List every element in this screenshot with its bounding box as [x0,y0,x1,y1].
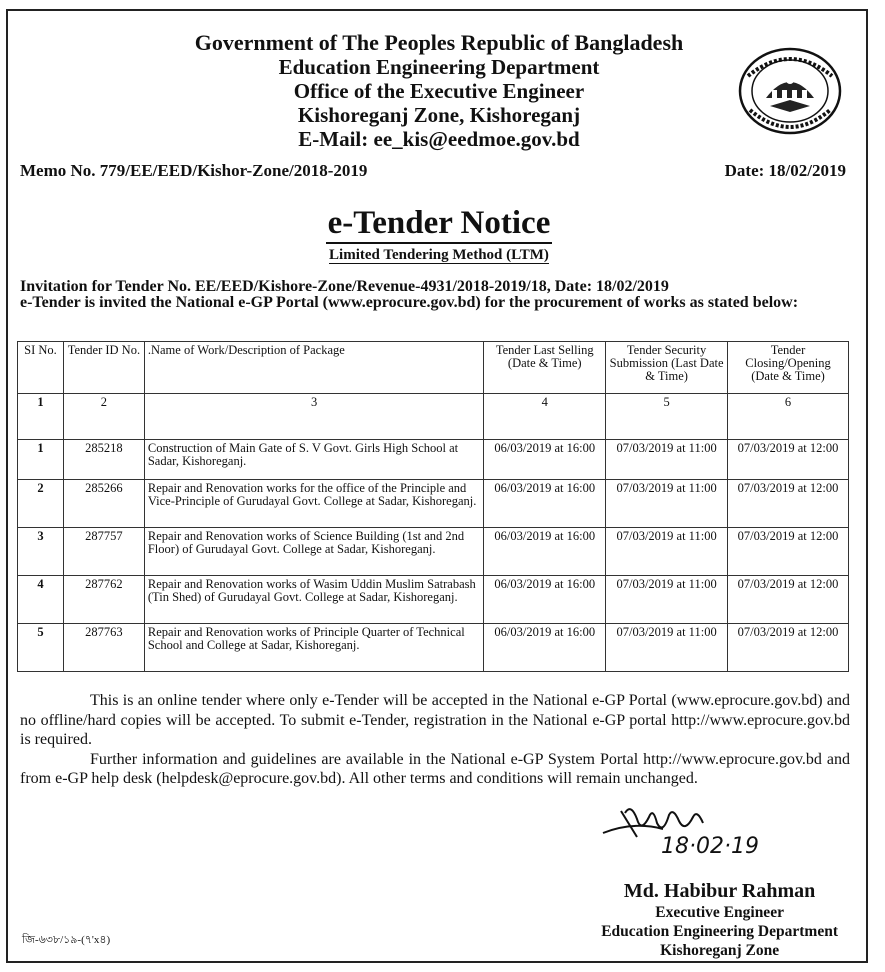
row-last-selling: 06/03/2019 at 16:00 [484,624,606,672]
email-line: E-Mail: ee_kis@eedmoe.gov.bd [298,127,580,151]
table-row [18,480,849,528]
invitation-line-2: e-Tender is invited the National e-GP Portal (www.eprocure.gov.bd) for the procurement of works as stated below: [20,294,799,311]
row-security: 07/03/2019 at 11:00 [606,624,728,672]
zone-name: Kishoreganj Zone, Kishoreganj [297,103,581,127]
header-tender-id: Tender ID No. [63,342,144,394]
header-closing: Tender Closing/Opening (Date & Time) [728,342,849,394]
notice-frame [6,9,868,963]
row-last-selling: 06/03/2019 at 16:00 [484,528,606,576]
row-closing: 07/03/2019 at 12:00 [728,528,849,576]
row-last-selling: 06/03/2019 at 16:00 [484,440,606,480]
row-si: 5 [18,624,64,672]
invitation-line-1: Invitation for Tender No. EE/EED/Kishore-Zone/Revenue-4931/2018-2019/18, Date: 18/02/2019 [20,278,669,295]
row-security: 07/03/2019 at 11:00 [606,480,728,528]
govt-title: Government of The Peoples Republic of Bangladesh [194,30,684,55]
row-tender-id: 287763 [63,624,144,672]
row-last-selling: 06/03/2019 at 16:00 [484,480,606,528]
header-last-selling: Tender Last Selling (Date & Time) [484,342,606,394]
signatory-designation: Executive Engineer [655,904,784,921]
col-number: 1 [18,394,64,440]
row-tender-id: 287757 [63,528,144,576]
row-si: 2 [18,480,64,528]
row-tender-id: 287762 [63,576,144,624]
header-security: Tender Security Submission (Last Date & Time) [606,342,728,394]
col-number: 5 [606,394,728,440]
header-description: .Name of Work/Description of Package [144,342,483,394]
row-description: Construction of Main Gate of S. V Govt. Girls High School at Sadar, Kishoreganj. [144,440,483,480]
notice-body [20,691,850,789]
row-security: 07/03/2019 at 11:00 [606,528,728,576]
signature-block [601,879,838,960]
row-security: 07/03/2019 at 11:00 [606,576,728,624]
memo-date: Date: 18/02/2019 [724,161,846,180]
svg-text:18·02·19: 18·02·19 [661,834,759,859]
row-closing: 07/03/2019 at 12:00 [728,480,849,528]
row-description: Repair and Renovation works of Wasim Uddin Muslim Satrabash (Tin Shed) of Gurudayal Govt. College at Sadar, Kishoreganj. [144,576,483,624]
invitation-text [20,279,850,311]
table-row [18,576,849,624]
row-closing: 07/03/2019 at 12:00 [728,576,849,624]
header-si: SI No. [18,342,64,394]
signatory-zone: Kishoreganj Zone [660,942,780,959]
row-si: 4 [18,576,64,624]
body-paragraph-2: Further information and guidelines are available in the National e-GP System Portal http://www.eprocure.gov.bd and from e-GP help desk (helpdesk@eprocure.gov.bd). All other terms and conditions will remain unchanged. [20,750,850,787]
col-number: 6 [728,394,849,440]
row-security: 07/03/2019 at 11:00 [606,440,728,480]
table-row [18,440,849,480]
row-last-selling: 06/03/2019 at 16:00 [484,576,606,624]
body-paragraph-1: This is an online tender where only e-Tender will be accepted in the National e-GP Portal (www.eprocure.gov.bd) and no offline/hard copies will be accepted. To submit e-Tender, registration in the National e-GP portal http://www.eprocure.gov.bd is required. [20,692,850,748]
row-closing: 07/03/2019 at 12:00 [728,624,849,672]
tender-table [17,341,849,672]
row-tender-id: 285266 [63,480,144,528]
row-si: 1 [18,440,64,480]
col-number: 2 [63,394,144,440]
signatory-name: Md. Habibur Rahman [623,880,816,902]
row-description: Repair and Renovation works for the office of the Principle and Vice-Principle of Gurudayal Govt. College at Sadar, Kishoreganj. [144,480,483,528]
department-seal-logo [736,46,844,136]
row-si: 3 [18,528,64,576]
tender-method: Limited Tendering Method (LTM) [329,247,549,263]
col-number: 4 [484,394,606,440]
row-description: Repair and Renovation works of Principle Quarter of Technical School and College at Sadar, Kishoreganj. [144,624,483,672]
department-name: Education Engineering Department [278,55,600,79]
table-row [18,624,849,672]
reference-code: জি-৬৩৮/১৯-(৭'x৪) [22,934,111,946]
row-closing: 07/03/2019 at 12:00 [728,440,849,480]
table-row [18,528,849,576]
row-description: Repair and Renovation works of Science Building (1st and 2nd Floor) of Gurudayal Govt. College at Sadar, Kishoreganj. [144,528,483,576]
col-number: 3 [144,394,483,440]
memo-number: Memo No. 779/EE/EED/Kishor-Zone/2018-2019 [20,161,368,180]
signatory-department: Education Engineering Department [601,923,838,940]
office-name: Office of the Executive Engineer [293,79,585,103]
notice-title: e-Tender Notice [326,204,553,244]
handwritten-signature [593,793,773,863]
row-tender-id: 285218 [63,440,144,480]
